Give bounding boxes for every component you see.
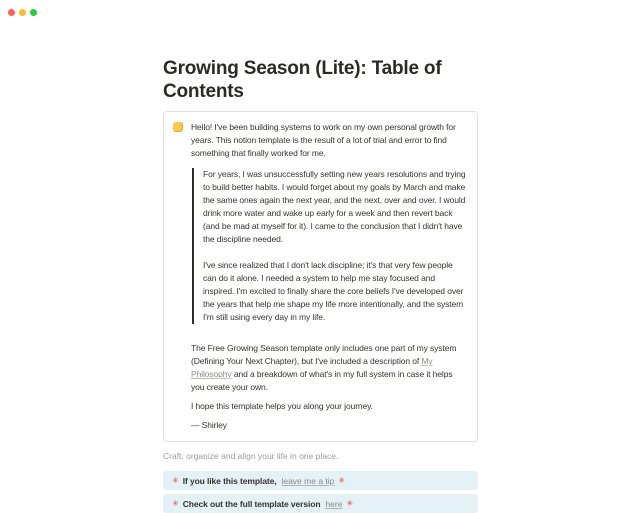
intro-callout bbox=[163, 111, 478, 442]
leave-tip-link[interactable]: leave me a tip bbox=[281, 475, 335, 486]
tagline: Craft, organize and align your life in one place. bbox=[163, 451, 339, 461]
quote-paragraph: For years, I was unsuccessfully setting new years resolutions and trying to build better habits. I would forget about my goals by March and make the same ones again the next year, and the next, over and over. I would drink more water and wake up early for a week and then revert back (and be mad at myself for it). I came to the conclusion that I didn't have the discipline needed. bbox=[203, 169, 466, 244]
signature: — Shirley bbox=[191, 420, 227, 430]
outro-text-after: and a breakdown of what's in my full system in case it helps you create your own. bbox=[191, 369, 453, 392]
red-asterisk-icon: ✳ bbox=[172, 475, 179, 485]
tip-banner[interactable] bbox=[163, 471, 478, 490]
quote-block bbox=[192, 168, 466, 324]
outro-paragraph bbox=[191, 342, 466, 394]
full-version-link[interactable]: here bbox=[325, 498, 343, 509]
red-asterisk-icon: ✳ bbox=[346, 498, 354, 508]
red-asterisk-icon: ✳ bbox=[172, 498, 179, 508]
window-controls bbox=[8, 9, 37, 16]
zoom-window-icon[interactable] bbox=[30, 9, 37, 16]
full-version-banner-text: Check out the full template version bbox=[182, 498, 321, 509]
intro-paragraph: Hello! I've been building systems to work on my own personal growth for years. This notion template is the result of a lot of trial and error to find something that finally worked for me. bbox=[191, 122, 456, 158]
quote-paragraph: I've since realized that I don't lack discipline; it's that very few people can do it alone. I needed a system to help me stay focused and inspired. I'm excited to finally share the core beliefs I've developed over the years that help me shape my life more intentionally, and the system I'm still using every day in my life. bbox=[203, 260, 464, 322]
tip-banner-text: If you like this template, bbox=[182, 475, 277, 486]
red-asterisk-icon: ✳ bbox=[338, 475, 346, 485]
full-version-banner[interactable] bbox=[163, 494, 478, 513]
my-philosophy-link[interactable]: My Philosophy bbox=[191, 356, 433, 379]
minimize-window-icon[interactable] bbox=[19, 9, 26, 16]
close-window-icon[interactable] bbox=[8, 9, 15, 16]
callout-body bbox=[191, 121, 466, 432]
callout-emoji-column bbox=[173, 121, 191, 132]
outro-text-before: The Free Growing Season template only includes one part of my system (Defining Your Next Chapter), but I've included a description of bbox=[191, 343, 457, 366]
hope-line: I hope this template helps you along your journey. bbox=[191, 401, 373, 411]
waving-hand-emoji-icon bbox=[173, 122, 183, 132]
page-title[interactable]: Growing Season (Lite): Table of Contents bbox=[163, 58, 442, 102]
notion-page bbox=[163, 57, 478, 513]
